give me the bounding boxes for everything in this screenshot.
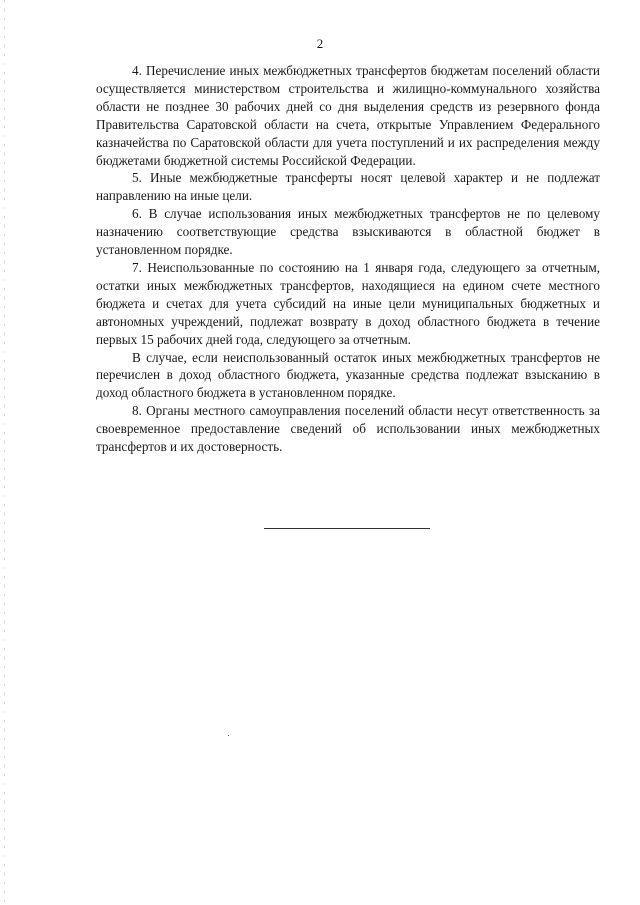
page-number: 2: [316, 36, 324, 51]
paragraph-item-6: 6. В случае использования иных межбюджетных трансфертов не по целевому назначению соответствующие средства взыскиваются в областной бюджет в установленном порядке.: [96, 206, 600, 258]
document-body: [96, 62, 600, 456]
scan-edge-artifact: [4, 0, 5, 905]
paragraph-item-7: 7. Неиспользованные по состоянию на 1 января года, следующего за отчетным, остатки иных межбюджетных трансфертов, находящиеся на едином счете местного бюджета и счетах для учета субсидий на иные цели муниципальных бюджетных и автономных учреждений, подлежат возврату в доход областного бюджета в течение первых 15 рабочих дней года, следующего за отчетным.: [96, 259, 600, 347]
scan-speck: [228, 735, 229, 736]
paragraph-item-4: 4. Перечисление иных межбюджетных трансфертов бюджетам поселений области осуществляется министерством строительства и жилищно-коммунального хозяйства области не позднее 30 рабочих дней со дня выделения средств из резервного фонда Правительства Саратовской области на счета, открытые Управлением Федерального казначейства по Саратовской области для учета поступлений и их распределения между бюджетами бюджетной системы Российской Федерации.: [96, 63, 600, 168]
paragraph-item-7-continued: В случае, если неиспользованный остаток иных межбюджетных трансфертов не перечислен в доход областного бюджета, указанные средства подлежат взысканию в доход областного бюджета в установленном порядке.: [96, 349, 600, 401]
closing-rule-divider: [264, 528, 430, 529]
paragraph-item-8: 8. Органы местного самоуправления поселений области несут ответственность за своевременное предоставление сведений об использовании иных межбюджетных трансфертов и их достоверность.: [96, 403, 600, 455]
paragraph-item-5: 5. Иные межбюджетные трансферты носят целевой характер и не подлежат направлению на иные цели.: [96, 170, 600, 204]
